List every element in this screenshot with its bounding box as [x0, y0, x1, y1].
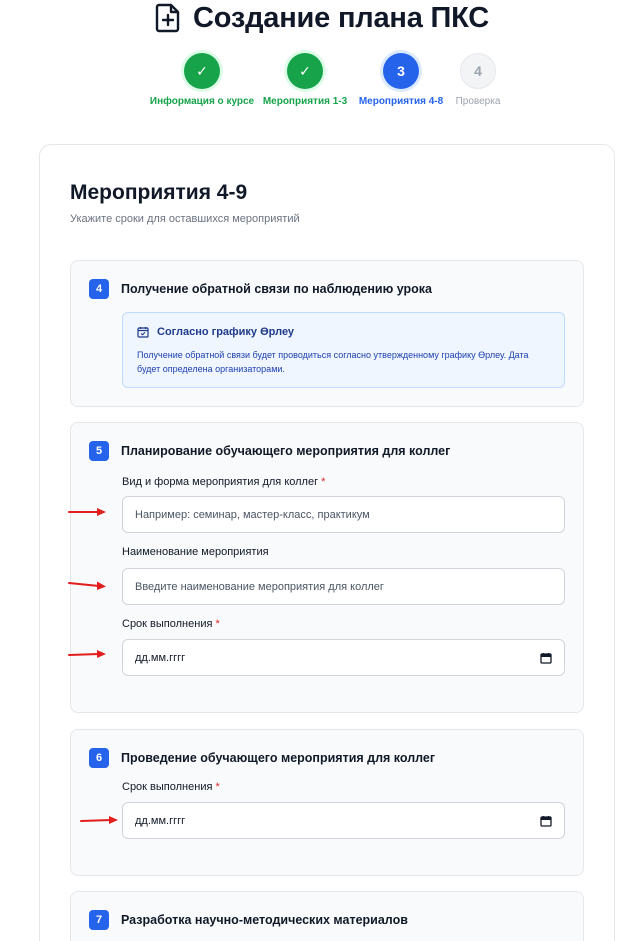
info-box [122, 312, 565, 388]
required-mark: * [321, 476, 326, 488]
step-label: Проверка [455, 96, 501, 107]
event-number-badge: 4 [89, 279, 109, 299]
section-title: Проведение обучающего мероприятия для коллег [121, 751, 436, 765]
page-title: Создание плана ПКС [192, 1, 490, 34]
step-number: 3 [383, 53, 419, 89]
section-event-5 [70, 422, 584, 713]
section-event-4 [70, 260, 584, 407]
required-mark: * [215, 618, 220, 630]
step-label: Информация о курсе [149, 96, 255, 107]
card-subtitle: Укажите сроки для оставшихся мероприятий [70, 213, 300, 225]
event-name-label: Наименование мероприятия [122, 546, 269, 558]
deadline-date-input[interactable] [122, 802, 565, 839]
step-done-check-icon: ✓ [184, 53, 220, 89]
step-number: 4 [460, 53, 496, 89]
step-label: Мероприятия 4-8 [358, 96, 444, 107]
date-value: дд.мм.гггг [135, 651, 186, 664]
section-title: Получение обратной связи по наблюдению урока [121, 282, 433, 296]
annotation-arrow-icon [80, 815, 120, 825]
calendar-icon[interactable] [540, 815, 552, 827]
annotation-arrow-icon [68, 649, 108, 659]
page-header [0, 0, 644, 36]
step-review[interactable] [452, 53, 504, 107]
step-label: Мероприятия 1-3 [262, 96, 348, 107]
card-title: Мероприятия 4-9 [70, 181, 248, 204]
annotation-arrow-icon [68, 580, 108, 590]
event-number-badge: 6 [89, 748, 109, 768]
info-title: Согласно графику Өрлеу [157, 326, 295, 338]
deadline-label: Срок выполнения * [122, 618, 220, 630]
deadline-date-input[interactable] [122, 639, 565, 676]
step-course-info[interactable] [151, 53, 253, 107]
required-mark: * [215, 781, 220, 793]
deadline-label: Срок выполнения * [122, 781, 220, 793]
annotation-arrow-icon [68, 507, 108, 517]
step-events-4-8[interactable] [356, 53, 446, 107]
progress-stepper [0, 53, 644, 109]
file-plus-icon [155, 3, 181, 33]
event-name-field[interactable] [122, 568, 565, 605]
info-text: Получение обратной связи будет проводиться согласно утвержденному графику Өрлеу. Дата будет определена организаторами. [137, 350, 529, 374]
date-value: дд.мм.гггг [135, 814, 186, 827]
event-number-badge: 7 [89, 910, 109, 930]
event-type-field[interactable] [122, 496, 565, 533]
event-type-input[interactable] [135, 509, 552, 521]
section-event-6 [70, 729, 584, 876]
step-done-check-icon: ✓ [287, 53, 323, 89]
section-title: Планирование обучающего мероприятия для коллег [121, 444, 451, 458]
step-events-1-3[interactable] [262, 53, 348, 107]
event-name-input[interactable] [135, 581, 552, 593]
event-number-badge: 5 [89, 441, 109, 461]
calendar-icon[interactable] [540, 652, 552, 664]
calendar-check-icon [137, 326, 149, 338]
section-title: Разработка научно-методических материалов [121, 913, 408, 927]
event-type-label: Вид и форма мероприятия для коллег * [122, 476, 326, 488]
section-event-7 [70, 891, 584, 941]
